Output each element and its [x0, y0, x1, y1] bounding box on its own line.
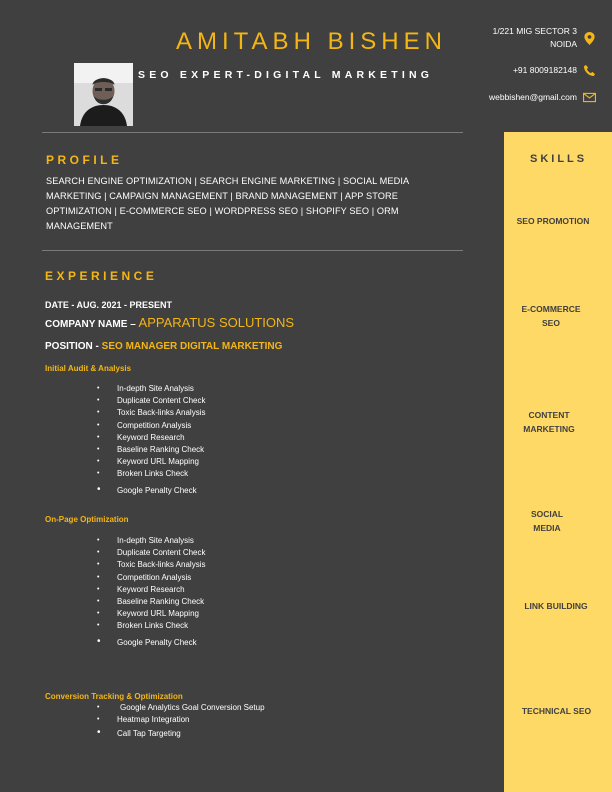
skill-label: LINK BUILDING [524, 601, 588, 611]
conversion-heading: Conversion Tracking & Optimization [45, 692, 183, 701]
skill-item [506, 704, 607, 718]
divider [42, 250, 463, 251]
divider [42, 132, 463, 133]
list-item: • Toxic Back-links Analysis [97, 559, 206, 571]
phone-number[interactable]: +91 8009182148 [512, 65, 577, 75]
skill-item [506, 302, 596, 330]
list-item: • Google Penalty Check [97, 485, 206, 497]
list-item: • Keyword Research [97, 432, 206, 444]
list-item: • Broken Links Check [97, 620, 206, 632]
skill-label: MARKETING [523, 424, 575, 434]
candidate-title: SEO EXPERT-DIGITAL MARKETING [138, 69, 434, 81]
position-label: POSITION - [45, 341, 102, 352]
onpage-heading: On-Page Optimization [45, 515, 129, 524]
profile-photo [74, 63, 133, 126]
skill-label: E-COMMERCE [521, 304, 581, 314]
skill-item [506, 507, 588, 535]
list-item: • Google Penalty Check [97, 637, 206, 649]
list-item: • Duplicate Content Check [97, 547, 206, 559]
skill-label: SOCIAL [530, 509, 564, 519]
skills-heading: SKILLS [530, 153, 588, 165]
contact-phone [513, 64, 596, 77]
list-item: • In-depth Site Analysis [97, 535, 206, 547]
list-item: • Baseline Ranking Check [97, 444, 206, 456]
skill-label: MEDIA [533, 523, 561, 533]
audit-heading: Initial Audit & Analysis [45, 364, 132, 373]
experience-heading: EXPERIENCE [45, 269, 158, 283]
job-date: DATE - AUG. 2021 - PRESENT [45, 300, 173, 310]
list-item: • Competition Analysis [97, 572, 206, 584]
audit-list [97, 383, 206, 497]
address-line2: NOIDA [550, 39, 577, 49]
skill-label: SEO PROMOTION [516, 216, 590, 226]
contact-address [493, 25, 596, 51]
list-item: • Google Analytics Goal Conversion Setup [97, 702, 265, 714]
list-item: • Keyword Research [97, 584, 206, 596]
skill-item [506, 599, 606, 613]
candidate-name: AMITABH BISHEN [176, 28, 447, 55]
company-line [45, 315, 294, 330]
profile-photo-image [74, 63, 133, 126]
skill-label: TECHNICAL SEO [521, 706, 592, 716]
onpage-list [97, 535, 206, 649]
skill-item [506, 214, 600, 228]
list-item: • Toxic Back-links Analysis [97, 407, 206, 419]
list-item: • Call Tap Targeting [97, 728, 265, 740]
map-pin-icon [583, 32, 596, 45]
email-address[interactable]: webbishen@gmail.com [488, 92, 577, 102]
position-line [45, 341, 282, 352]
company-label: COMPANY NAME – [45, 319, 139, 330]
list-item: • Broken Links Check [97, 468, 206, 480]
list-item: • Heatmap Integration [97, 714, 265, 726]
skill-label: SEO [542, 318, 560, 328]
list-item: • Competition Analysis [97, 420, 206, 432]
contact-email [489, 91, 596, 104]
list-item: • Keyword URL Mapping [97, 608, 206, 620]
company-name: APPARATUS SOLUTIONS [138, 315, 295, 330]
list-item: • In-depth Site Analysis [97, 383, 206, 395]
list-item: • Keyword URL Mapping [97, 456, 206, 468]
skill-item [506, 408, 592, 436]
profile-text: SEARCH ENGINE OPTIMIZATION | SEARCH ENGINE MARKETING | SOCIAL MEDIA MARKETING | CAMPAIGN MANAGEMENT | BRAND MANAGEMENT | APP STORE OPTIMIZATION | E-COMMERCE SEO | WORDPRESS SEO | SHOPIFY SEO | ORM MANAGEMENT [46, 176, 409, 231]
list-item: • Duplicate Content Check [97, 395, 206, 407]
envelope-icon [583, 91, 596, 104]
skills-panel [504, 132, 612, 792]
phone-icon [583, 64, 596, 77]
address-line1: 1/221 MIG SECTOR 3 [492, 26, 577, 36]
conversion-list [97, 702, 265, 741]
skill-label: CONTENT [528, 410, 570, 420]
list-item: • Baseline Ranking Check [97, 596, 206, 608]
profile-heading: PROFILE [46, 153, 123, 167]
position-name: SEO MANAGER DIGITAL MARKETING [101, 341, 283, 352]
